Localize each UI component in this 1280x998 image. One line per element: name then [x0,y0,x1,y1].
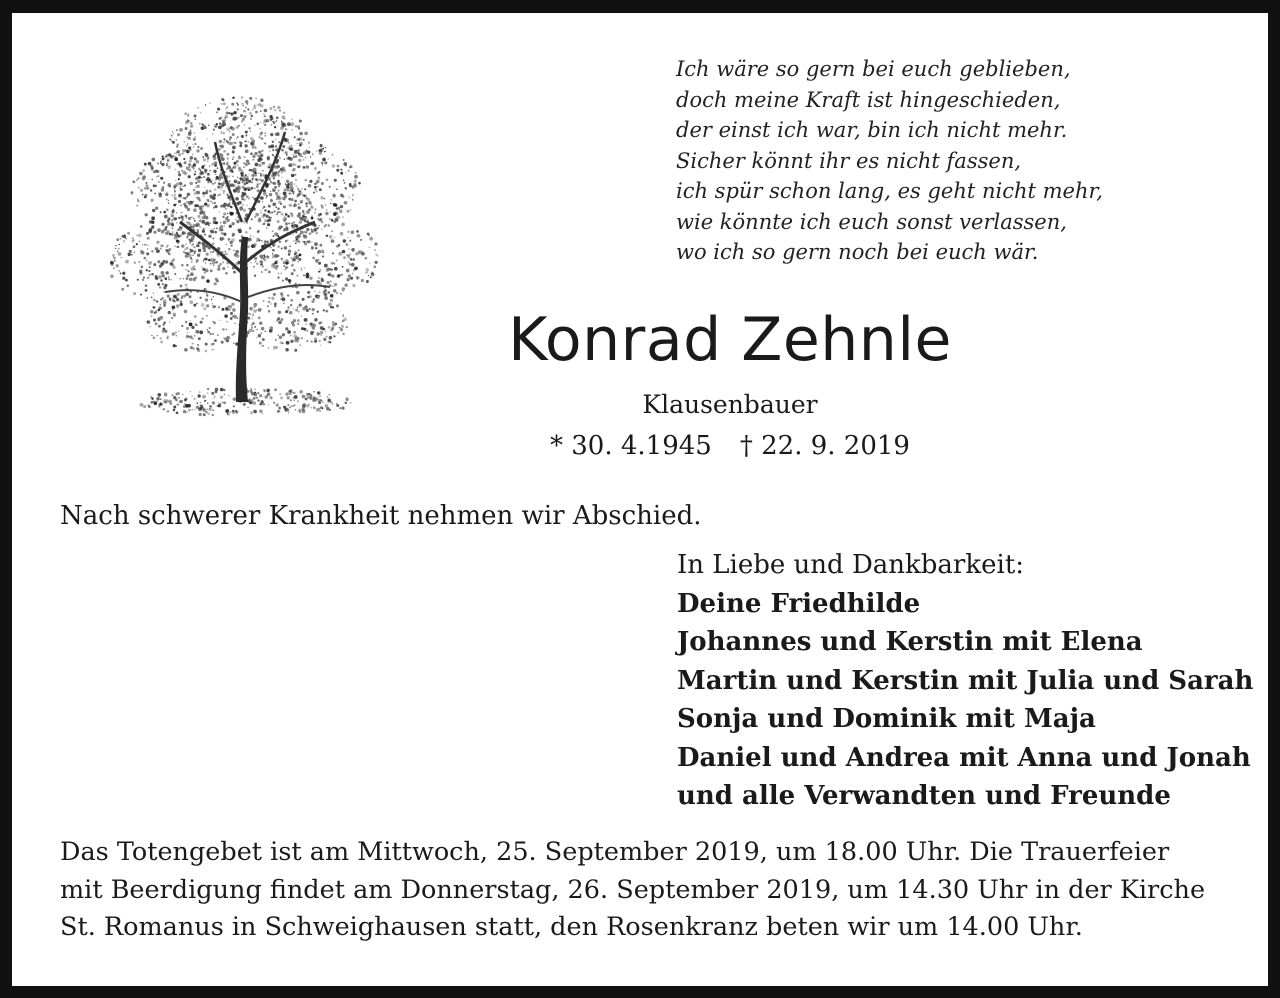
service-line: Das Totengebet ist am Mittwoch, 25. September 2019, um 18.00 Uhr. Die Trauerfeier [60,837,1170,867]
poem-line: der einst ich war, bin ich nicht mehr. [676,118,1068,142]
life-dates [480,428,980,464]
poem-line: ich spür schon lang, es geht nicht mehr, [676,179,1103,203]
family-member: Johannes und Kerstin mit Elena [677,627,1143,657]
tree-illustration [70,72,390,432]
poem-line: Ich wäre so gern bei euch geblieben, [676,57,1071,81]
birth-date: * 30. 4.1945 [550,431,712,461]
poem-line: wo ich so gern noch bei euch wär. [676,240,1039,264]
family-member: Martin und Kerstin mit Julia und Sarah [677,665,1254,696]
family-member: Sonja und Dominik mit Maja [677,704,1096,734]
poem-line: wie könnte ich euch sonst verlassen, [676,209,1067,234]
service-line: mit Beerdigung findet am Donnerstag, 26. September 2019, um 14.30 Uhr in der Kirche [60,874,1206,905]
farewell-text: Nach schwerer Krankheit nehmen wir Abschied. [60,501,702,531]
deceased-subtitle: Klausenbauer [642,390,818,419]
service-details [60,834,1226,947]
family-intro: In Liebe und Dankbarkeit: [677,550,1025,580]
death-date: † 22. 9. 2019 [739,431,910,461]
poem-line: doch meine Kraft ist hingeschieden, [676,87,1061,112]
deceased-name: Konrad Zehnle [508,305,952,375]
family-member: und alle Verwandten und Freunde [677,781,1171,811]
poem-line: Sicher könnt ihr es nicht fassen, [676,148,1022,173]
family-list [677,546,1257,816]
family-member: Daniel und Andrea mit Anna und Jonah [677,742,1251,773]
family-member: Deine Friedhilde [677,588,921,619]
poem [676,54,1236,268]
service-line: St. Romanus in Schweighausen statt, den Rosenkranz beten wir um 14.00 Uhr. [60,912,1083,942]
